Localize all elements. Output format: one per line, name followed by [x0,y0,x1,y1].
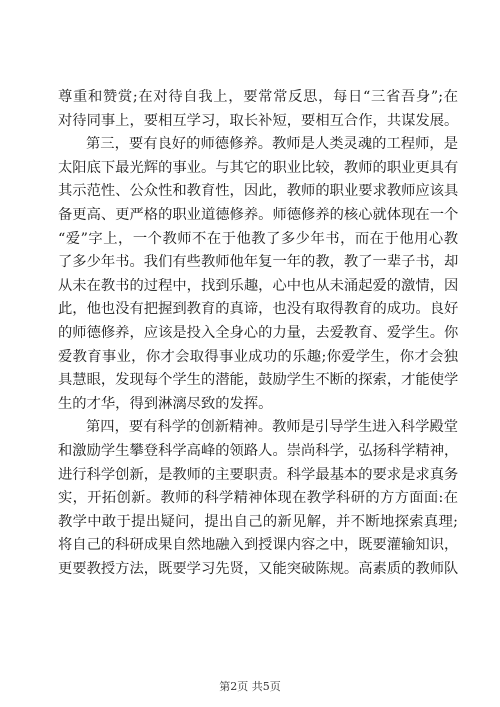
text-line: 生的才华，得到淋漓尽致的发挥。 [58,395,273,412]
paragraph [58,416,458,581]
text-line: 的师德修养，应该是投入全身心的力量，去爱教育、爱学生。你 [58,324,458,341]
text-line: 和激励学生攀登科学高峰的领路人。崇尚科学，弘扬科学精神， [58,442,458,459]
text-line: “爱”字上，一个教师不在于他教了多少年书，而在于他用心教 [58,230,458,247]
text-line: 实，开拓创新。教师的科学精神体现在教学科研的方方面面:在 [58,490,458,507]
text-line: 更要教授方法，既要学习先贤，又能突破陈规。高素质的教师队 [58,560,458,577]
text-line: 此，他也没有把握到教育的真谛，也没有取得教育的成功。良好 [58,301,458,318]
paragraph [58,133,458,416]
text-line: 备更高、更严格的职业道德修养。师德修养的核心就体现在一个 [58,206,458,223]
text-line: 第三，要有良好的师德修养。教师是人类灵魂的工程师，是 [86,136,458,153]
text-line: 教学中敢于提出疑问，提出自己的新见解，并不断地探索真理; [58,513,458,530]
page-footer: 第2页 共5页 [219,680,281,693]
text-line: 爱教育事业，你才会取得事业成功的乐趣;你爱学生，你才会独 [58,348,458,365]
text-line: 太阳底下最光辉的事业。与其它的职业比较，教师的职业更具有 [58,159,458,176]
text-line: 将自己的科研成果自然地融入到授课内容之中，既要灌输知识， [58,537,458,554]
text-line: 具慧眼，发现每个学生的潜能，鼓励学生不断的探索，才能使学 [58,372,458,389]
text-line: 了多少年书。我们有些教师他年复一年的教，教了一辈子书，却 [58,254,458,271]
body-text [58,86,458,581]
paragraph [58,86,458,133]
text-line: 从未在教书的过程中，找到乐趣，心中也从未涌起爱的激情，因 [58,277,458,294]
text-line: 尊重和赞赏;在对待自我上，要常常反思，每日“三省吾身”;在 [58,89,458,105]
text-line: 第四，要有科学的创新精神。教师是引导学生进入科学殿堂 [86,419,458,436]
text-line: 其示范性、公众性和教育性，因此，教师的职业要求教师应该具 [58,183,458,200]
text-line: 对待同事上，要相互学习，取长补短，要相互合作，共谋发展。 [58,112,458,129]
text-line: 进行科学创新，是教师的主要职责。科学最基本的要求是求真务 [58,466,458,483]
